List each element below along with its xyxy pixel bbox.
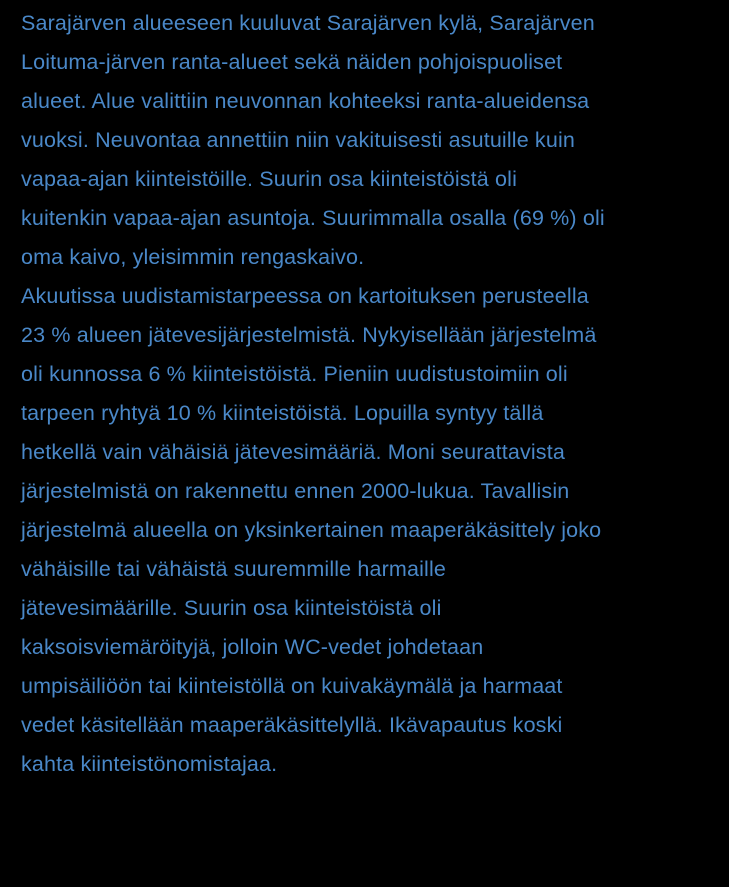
text-line-6: kuitenkin vapaa-ajan asuntoja. Suurimmalla osalla (69 %) oli: [21, 206, 605, 230]
text-line-12: hetkellä vain vähäisiä jätevesimääriä. Moni seurattavista: [21, 440, 565, 464]
document-body: [21, 4, 721, 784]
text-line-11: tarpeen ryhtyä 10 % kiinteistöistä. Lopuilla syntyy tällä: [21, 401, 544, 425]
text-line-9: 23 % alueen jätevesijärjestelmistä. Nykyisellään järjestelmä: [21, 323, 597, 347]
text-line-17: kaksoisviemäröityjä, jolloin WC-vedet johdetaan: [21, 635, 484, 659]
text-line-13: järjestelmistä on rakennettu ennen 2000-lukua. Tavallisin: [21, 479, 570, 503]
text-line-16: jätevesimäärille. Suurin osa kiinteistöistä oli: [21, 596, 442, 620]
text-line-19: vedet käsitellään maaperäkäsittelyllä. Ikävapautus koski: [21, 713, 563, 737]
text-line-15: vähäisille tai vähäistä suuremmille harmaille: [21, 557, 446, 581]
text-line-4: vuoksi. Neuvontaa annettiin niin vakituisesti asutuille kuin: [21, 128, 575, 152]
text-line-14: järjestelmä alueella on yksinkertainen maaperäkäsittely joko: [21, 518, 602, 542]
text-line-20: kahta kiinteistönomistajaa.: [21, 752, 278, 776]
text-line-8: Akuutissa uudistamistarpeessa on kartoituksen perusteella: [21, 284, 589, 308]
text-line-10: oli kunnossa 6 % kiinteistöistä. Pieniin uudistustoimiin oli: [21, 362, 568, 386]
text-line-7: oma kaivo, yleisimmin rengaskaivo.: [21, 245, 365, 269]
text-line-3: alueet. Alue valittiin neuvonnan kohteeksi ranta-alueidensa: [21, 89, 590, 113]
text-line-1: Sarajärven alueeseen kuuluvat Sarajärven kylä, Sarajärven: [21, 11, 595, 35]
text-line-18: umpisäiliöön tai kiinteistöllä on kuivakäymälä ja harmaat: [21, 674, 563, 698]
text-line-2: Loituma-järven ranta-alueet sekä näiden pohjoispuoliset: [21, 50, 563, 74]
text-line-5: vapaa-ajan kiinteistöille. Suurin osa kiinteistöistä oli: [21, 167, 517, 191]
